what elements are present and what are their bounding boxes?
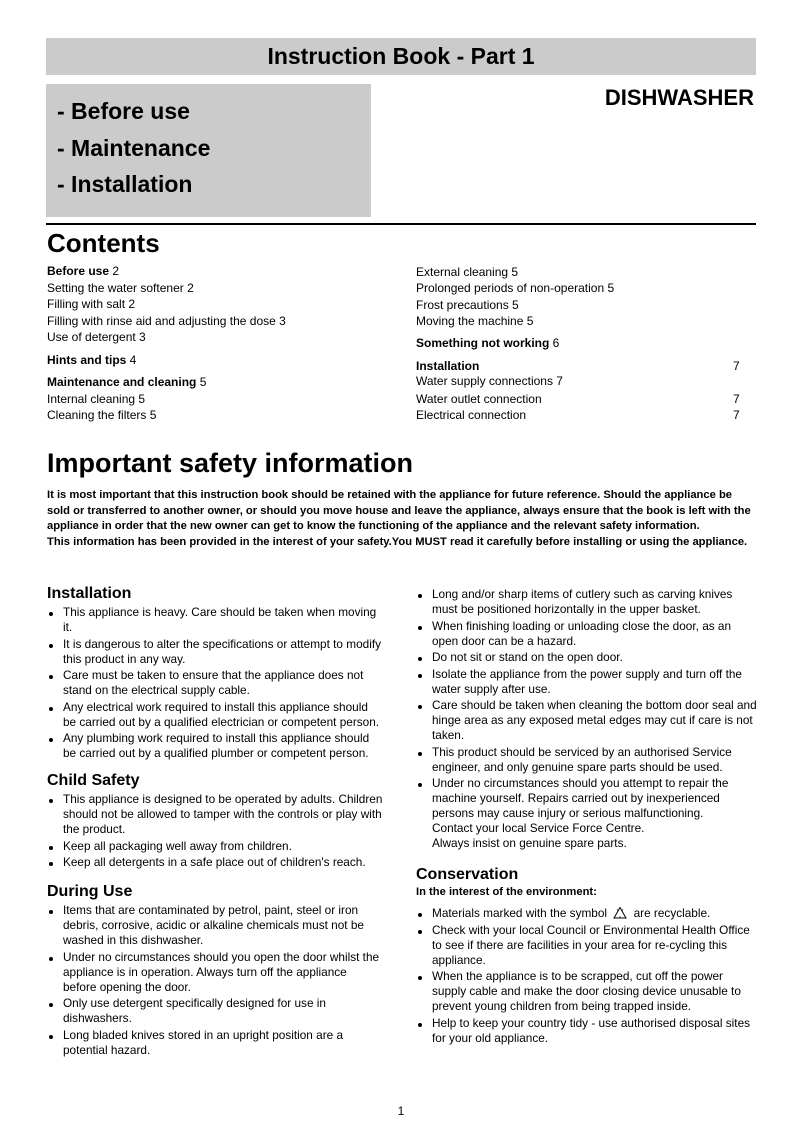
list-item: Any plumbing work required to install this appliance should be carried out by a qualified plumber or competent person. — [47, 731, 383, 761]
document-title: Instruction Book - Part 1 — [267, 43, 535, 69]
list-item: Any electrical work required to install this appliance should be carried out by a qualified electrician or competent person. — [47, 700, 383, 730]
safety-intro-paragraph: This information has been provided in the interest of your safety.You MUST read it carefully before installing or using the appliance. — [47, 535, 748, 548]
toc-entry: Internal cleaning 5 — [47, 392, 146, 406]
list-item: Help to keep your country tidy - use authorised disposal sites for your old appliance. — [416, 1016, 757, 1046]
document-title-bar — [46, 38, 756, 75]
section-maintenance: - Maintenance — [57, 135, 211, 161]
child-safety-list — [47, 792, 383, 870]
product-name: DISHWASHER — [604, 85, 754, 110]
list-item: Long bladed knives stored in an upright position are a potential hazard. — [47, 1028, 383, 1058]
toc-entry: Filling with salt 2 — [47, 297, 136, 311]
toc-entry: Water supply connections 7 — [416, 374, 563, 388]
list-item: It is dangerous to alter the specifications or attempt to modify this product in any way. — [47, 637, 383, 667]
list-item: Check with your local Council or Environmental Health Office to see if there are facilities in your area for re-cycling this appliance. — [416, 923, 757, 968]
during-use-list — [47, 903, 383, 1058]
toc-entry: Hints and tips 4 — [47, 353, 137, 367]
toc-entry: Installation 7 — [416, 359, 740, 373]
contents-heading: Contents — [47, 228, 160, 258]
section-installation: - Installation — [57, 171, 193, 197]
conservation-heading: Conservation — [416, 866, 519, 883]
list-item: Do not sit or stand on the open door. — [416, 650, 757, 665]
installation-list — [47, 605, 383, 761]
toc-entry: Electrical connection 7 — [416, 408, 740, 422]
spare-parts-note: Always insist on genuine spare parts. — [432, 836, 627, 850]
service-contact-note: Contact your local Service Force Centre. — [432, 821, 645, 835]
toc-entry: Maintenance and cleaning 5 — [47, 375, 207, 389]
page-number: 1 — [397, 1104, 405, 1118]
list-item: This appliance is designed to be operated by adults. Children should not be allowed to tamper with the controls or play with the product. — [47, 792, 383, 837]
toc-entry: Frost precautions 5 — [416, 298, 519, 312]
toc-entry: Before use 2 — [47, 264, 120, 278]
toc-entry: Water outlet connection 7 — [416, 392, 740, 406]
toc-entry: Prolonged periods of non-operation 5 — [416, 281, 615, 295]
list-item: Under no circumstances should you open the door whilst the appliance is in operation. Always turn off the appliance before opening the door. — [47, 950, 383, 995]
list-item: Long and/or sharp items of cutlery such as carving knives must be positioned horizontally in the upper basket. — [416, 587, 757, 617]
toc-entry: Filling with rinse aid and adjusting the dose 3 — [47, 314, 286, 328]
safety-intro-paragraph: It is most important that this instruction book should be retained with the appliance for future reference. Should the appliance be sold or transferred to another owner, or should you move house and leave the appliance, always ensure that the book is left with the appliance in order that the new owner can get to know the functioning of the appliance and the relevant safety information. — [47, 489, 751, 532]
list-item: When finishing loading or unloading close the door, as an open door can be a hazard. — [416, 619, 757, 649]
list-item: Under no circumstances should you attempt to repair the machine yourself. Repairs carried out by inexperienced persons may cause injury or serious malfunctioning. Contact your local Service Force Centre. Always insist on genuine spare parts. — [416, 776, 757, 851]
during-use-continued-list — [416, 587, 757, 851]
child-safety-heading: Child Safety — [47, 772, 140, 789]
list-item: Items that are contaminated by petrol, paint, steel or iron debris, corrosive, acidic or alkaline chemicals must not be washed in this dishwasher. — [47, 903, 383, 948]
list-item: Only use detergent specifically designed for use in dishwashers. — [47, 996, 383, 1026]
safety-right-column — [416, 587, 757, 1047]
conservation-subheading: In the interest of the environment: — [416, 886, 597, 898]
recycle-icon — [612, 906, 628, 920]
safety-left-column — [47, 586, 383, 1059]
conservation-list — [416, 906, 757, 1046]
list-item: Materials marked with the symbol are recyclable. — [416, 906, 757, 921]
toc-entry: Something not working 6 — [416, 336, 560, 350]
toc-entry: Setting the water softener 2 — [47, 281, 194, 295]
list-item: This appliance is heavy. Care should be taken when moving it. — [47, 605, 383, 635]
toc-entry: Cleaning the filters 5 — [47, 408, 157, 422]
toc-entry: Moving the machine 5 — [416, 314, 534, 328]
during-use-heading: During Use — [47, 883, 133, 900]
list-item: Keep all packaging well away from children. — [47, 839, 383, 854]
list-item: Keep all detergents in a safe place out of children's reach. — [47, 855, 383, 870]
toc-entry: Use of detergent 3 — [47, 330, 146, 344]
list-item: Care should be taken when cleaning the bottom door seal and hinge area as any exposed metal edges may cut if care is not taken. — [416, 698, 757, 743]
list-item: When the appliance is to be scrapped, cut off the power supply cable and make the door closing device unusable to prevent young children from being trapped inside. — [416, 969, 757, 1014]
toc-entry: External cleaning 5 — [416, 265, 519, 279]
list-item: Care must be taken to ensure that the appliance does not stand on the electrical supply cable. — [47, 668, 383, 698]
list-item: Isolate the appliance from the power supply and turn off the water supply after use. — [416, 667, 757, 697]
installation-heading: Installation — [47, 585, 132, 602]
safety-intro — [47, 488, 757, 550]
sections-box — [46, 84, 371, 217]
safety-heading: Important safety information — [47, 448, 414, 478]
list-item: This product should be serviced by an authorised Service engineer, and only genuine spare parts should be used. — [416, 745, 757, 775]
section-before-use: - Before use — [57, 98, 190, 124]
header-divider — [46, 223, 756, 225]
